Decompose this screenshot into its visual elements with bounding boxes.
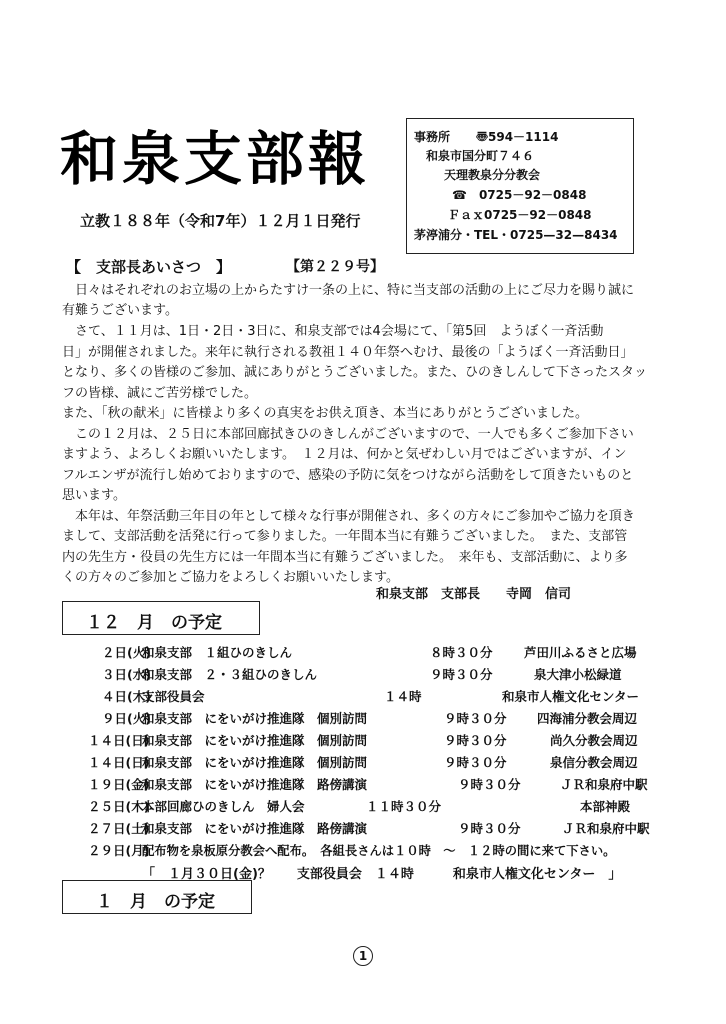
issue-date: 立教１８８年（令和7年）１２月１日発行 — [80, 212, 361, 230]
office-tel: ☎ 0725－92－0848 — [452, 188, 587, 202]
schedule-event: 和泉支部 にをいがけ推進隊 個別訪問 — [142, 755, 368, 770]
greeting-line: となり、多くの皆様のご参加、誠にありがとうございました。また、ひのきしんして下さったスタッ — [62, 365, 648, 380]
schedule-place: 泉大津小松緑道 — [534, 667, 622, 682]
schedule-place: ＪＲ和泉府中駅 — [560, 777, 648, 792]
schedule-date: ３日(水) — [102, 667, 151, 682]
greeting-line: 内の先生方・役員の先生方には一年間本当に有難うございました。 来年も、支部活動に、より多 — [62, 550, 628, 565]
greeting-line: 有難うございます。 — [62, 303, 178, 318]
greeting-line: まして、支部活動を活発に行って参りました。一年間本当に有難うございました。 また、支部管 — [62, 529, 628, 544]
schedule-time: ９時３０分 — [444, 733, 507, 748]
office-alt-contact: 茅渟浦分・TEL・0725—32—8434 — [414, 228, 618, 242]
greeting-line: また、「秋の献米」に皆様より多くの真実をお供え頂き、本当にありがとうございました。 — [62, 406, 588, 421]
schedule-event: 和泉支部 にをいがけ推進隊 個別訪問 — [142, 733, 368, 748]
schedule-time: ９時３０分 — [444, 755, 507, 770]
schedule-date: ２日(火) — [102, 645, 151, 660]
schedule-date: ２９日(月) — [88, 843, 150, 858]
schedule-time: ９時３０分 — [458, 777, 521, 792]
greeting-line: 本年は、年祭活動三年目の年として様々な行事が開催され、多くの方々にご参加やご協力を頂き — [62, 509, 635, 524]
schedule-time: １４時 — [384, 689, 422, 704]
schedule-place: 泉信分教会周辺 — [550, 755, 638, 770]
newsletter-title: 和泉支部報 — [60, 125, 371, 193]
schedule-date: ９日(火) — [102, 711, 151, 726]
schedule-event: 和泉支部 にをいがけ推進隊 路傍講演 — [142, 777, 368, 792]
schedule-place: 和泉市人権文化センター — [502, 689, 640, 704]
greeting-line: フの皆様、誠にご苦労様でした。 — [62, 386, 258, 401]
greeting-line: さて、１１月は、1日・2日・3日に、和泉支部では4会場にて、「第5回 ようぼく一斉活動 — [62, 324, 604, 339]
greeting-line: フルエンザが流行し始めておりますので、感染の予防に気をつけながら活動をして頂きたいものと — [62, 468, 634, 483]
january-heading: １ 月 の予定 — [96, 892, 215, 912]
schedule-place: 四海浦分教会周辺 — [537, 711, 638, 726]
schedule-place: 芦田川ふるさと広場 — [524, 645, 637, 660]
greeting-line: ますよう、よろしくお願いいたします。 １２月は、何かと気ぜわしい月ではございますが、イン — [62, 447, 627, 462]
office-fax: Ｆａｘ0725－92－0848 — [448, 208, 592, 222]
greeting-line: くの方々のご参加とご協力をよろしくお願いいたします。 — [62, 570, 399, 585]
office-address: 和泉市国分町７４６ — [426, 149, 535, 163]
issue-number: 【第２２９号】 — [286, 259, 384, 275]
schedule-event: 和泉支部 にをいがけ推進隊 個別訪問 — [142, 711, 368, 726]
schedule-event: 配布物を泉板原分教会へ配布。 各組長さんは１０時 ～ １２時の間に来て下さい。 — [142, 844, 616, 858]
office-postal: 〠594－1114 — [476, 130, 559, 144]
schedule-event: 和泉支部 にをいがけ推進隊 路傍講演 — [142, 821, 368, 836]
greeting-line: 日々はそれぞれのお立場の上からたすけ一条の上に、特に当支部の活動の上にご尽力を賜り誠に — [62, 283, 635, 298]
schedule-date: １４日(日) — [88, 755, 150, 770]
office-church: 天理教泉分分教会 — [444, 168, 541, 182]
greeting-heading: 【 支部長あいさつ 】 — [66, 258, 232, 276]
notice: 「 １月３０日(金)？ 支部役員会 １４時 和泉市人権文化センター 」 — [142, 867, 622, 882]
schedule-place: 本部神殿 — [580, 799, 631, 814]
schedule-date: ２５日(木) — [88, 799, 150, 814]
schedule-event: 和泉支部 ２・３組ひのきしん — [142, 667, 318, 682]
schedule-event: 本部回廊ひのきしん 婦人会 — [142, 799, 305, 814]
schedule-time: ８時３０分 — [430, 645, 493, 660]
schedule-date: １９日(金) — [88, 777, 150, 792]
schedule-date: ４日(木) — [102, 689, 151, 704]
schedule-time: ９時３０分 — [430, 667, 493, 682]
schedule-time: １１時３０分 — [366, 799, 442, 814]
office-label: 事務所 — [414, 130, 451, 144]
greeting-line: 日」が開催されました。来年に執行される教祖１４０年祭へむけ、最後の「ようぼく一斉活動日」 — [62, 345, 634, 360]
signature: 和泉支部 支部長 寺岡 信司 — [376, 587, 572, 602]
page-number: 1 — [353, 946, 373, 966]
schedule-event: 和泉支部 １組ひのきしん — [142, 645, 293, 660]
schedule-date: ２７日(土) — [88, 821, 150, 836]
schedule-time: ９時３０分 — [458, 821, 521, 836]
schedule-place: 尚久分教会周辺 — [550, 733, 638, 748]
greeting-line: この１２月は、２５日に本部回廊拭きひのきしんがございますので、一人でも多くご参加下さい — [62, 427, 634, 442]
schedule-date: １４日(日) — [88, 733, 150, 748]
december-heading: １２ 月 の予定 — [86, 613, 222, 633]
schedule-time: ９時３０分 — [444, 711, 507, 726]
schedule-event: 支部役員会 — [142, 689, 205, 704]
schedule-place: ＪＲ和泉府中駅 — [562, 821, 650, 836]
greeting-line: 思います。 — [62, 488, 126, 503]
